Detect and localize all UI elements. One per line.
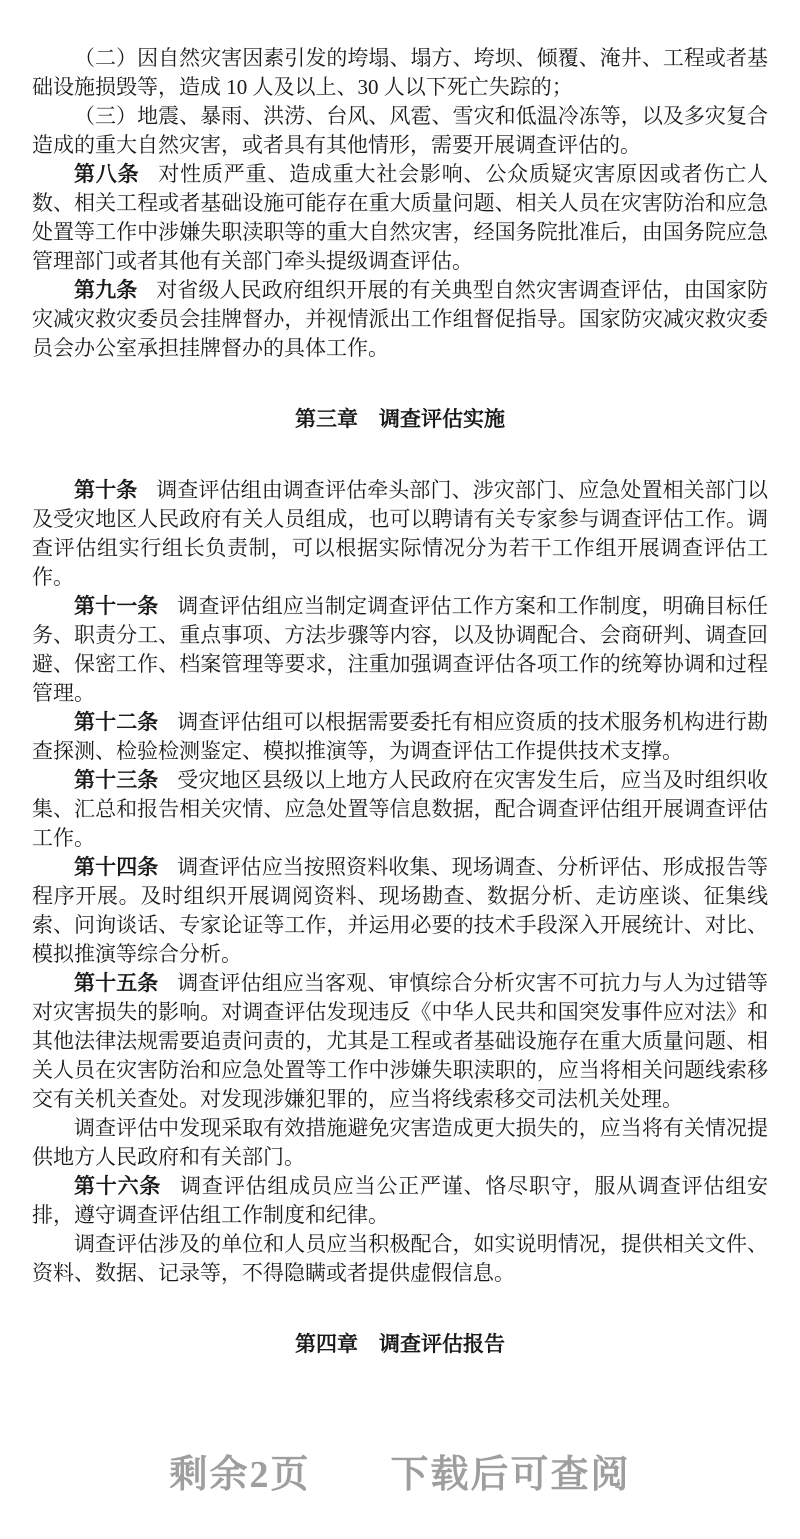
paragraph: 第十一条 调查评估组应当制定调查评估工作方案和工作制度，明确目标任务、职责分工、重点事项、方法步骤等内容，以及协调配合、会商研判、调查回避、保密工作、档案管理等要求，注重加强调查评估各项工作的统筹协调和过程管理。 bbox=[32, 594, 769, 705]
article-number: 第十一条 bbox=[74, 594, 159, 618]
paragraph: 第十三条 受灾地区县级以上地方人民政府在灾害发生后，应当及时组织收集、汇总和报告相关灾情、应急处置等信息数据，配合调查评估组开展调查评估工作。 bbox=[32, 768, 769, 850]
paragraph: 调查评估中发现采取有效措施避免灾害造成更大损失的，应当将有关情况提供地方人民政府和有关部门。 bbox=[32, 1116, 768, 1169]
paragraph: 第九条 对省级人民政府组织开展的有关典型自然灾害调查评估，由国家防灾减灾救灾委员会挂牌督办，并视情派出工作组督促指导。国家防灾减灾救灾委员会办公室承担挂牌督办的具体工作。 bbox=[32, 278, 769, 360]
paragraph: 第十六条 调查评估组成员应当公正严谨、恪尽职守，服从调查评估组安排，遵守调查评估组工作制度和纪律。 bbox=[32, 1174, 769, 1227]
paragraph: 第十四条 调查评估应当按照资料收集、现场调查、分析评估、形成报告等程序开展。及时组织开展调阅资料、现场勘查、数据分析、走访座谈、征集线索、问询谈话、专家论证等工作，并运用必要的技术手段深入开展统计、对比、模拟推演等综合分析。 bbox=[32, 855, 769, 966]
article-number: 第十四条 bbox=[74, 855, 159, 879]
paragraph: （三）地震、暴雨、洪涝、台风、风雹、雪灾和低温冷冻等，以及多灾复合造成的重大自然灾害，或者具有其他情形，需要开展调查评估的。 bbox=[32, 104, 768, 157]
paragraph: 第十二条 调查评估组可以根据需要委托有相应资质的技术服务机构进行勘查探测、检验检测鉴定、模拟推演等，为调查评估工作提供技术支撑。 bbox=[32, 710, 769, 763]
article-number: 第十二条 bbox=[74, 710, 159, 734]
remaining-pages-notice: 剩余2页 下载后可查阅 bbox=[169, 1454, 631, 1496]
article-number: 第十条 bbox=[74, 478, 138, 502]
chapter-heading: 第三章 调查评估实施 bbox=[295, 407, 505, 431]
article-number: 第九条 bbox=[74, 278, 138, 302]
chapter-heading: 第四章 调查评估报告 bbox=[295, 1332, 505, 1356]
paragraph: 调查评估涉及的单位和人员应当积极配合，如实说明情况，提供相关文件、资料、数据、记录等，不得隐瞒或者提供虚假信息。 bbox=[32, 1232, 768, 1285]
paragraph: （二）因自然灾害因素引发的垮塌、塌方、垮坝、倾覆、淹井、工程或者基础设施损毁等，造成 10 人及以上、30 人以下死亡失踪的； bbox=[32, 46, 768, 99]
document-content bbox=[32, 44, 768, 1359]
paragraph: 第十条 调查评估组由调查评估牵头部门、涉灾部门、应急处置相关部门以及受灾地区人民政府有关人员组成，也可以聘请有关专家参与调查评估工作。调查评估组实行组长负责制，可以根据实际情况分为若干工作组开展调查评估工作。 bbox=[32, 478, 769, 589]
paragraph: 第十五条 调查评估组应当客观、审慎综合分析灾害不可抗力与人为过错等对灾害损失的影响。对调查评估发现违反《中华人民共和国突发事件应对法》和其他法律法规需要追责问责的，尤其是工程或者基础设施存在重大质量问题、相关人员在灾害防治和应急处置等工作中涉嫌失职渎职的，应当将相关问题线索移交有关机关查处。对发现涉嫌犯罪的，应当将线索移交司法机关处理。 bbox=[32, 971, 769, 1111]
paragraph: 第八条 对性质严重、造成重大社会影响、公众质疑灾害原因或者伤亡人数、相关工程或者基础设施可能存在重大质量问题、相关人员在灾害防治和应急处置等工作中涉嫌失职渎职等的重大自然灾害，经国务院批准后，由国务院应急管理部门或者其他有关部门牵头提级调查评估。 bbox=[32, 162, 769, 273]
article-number: 第十三条 bbox=[74, 768, 159, 792]
article-number: 第十五条 bbox=[74, 971, 159, 995]
article-number: 第十六条 bbox=[74, 1174, 162, 1198]
article-number: 第八条 bbox=[74, 162, 140, 186]
